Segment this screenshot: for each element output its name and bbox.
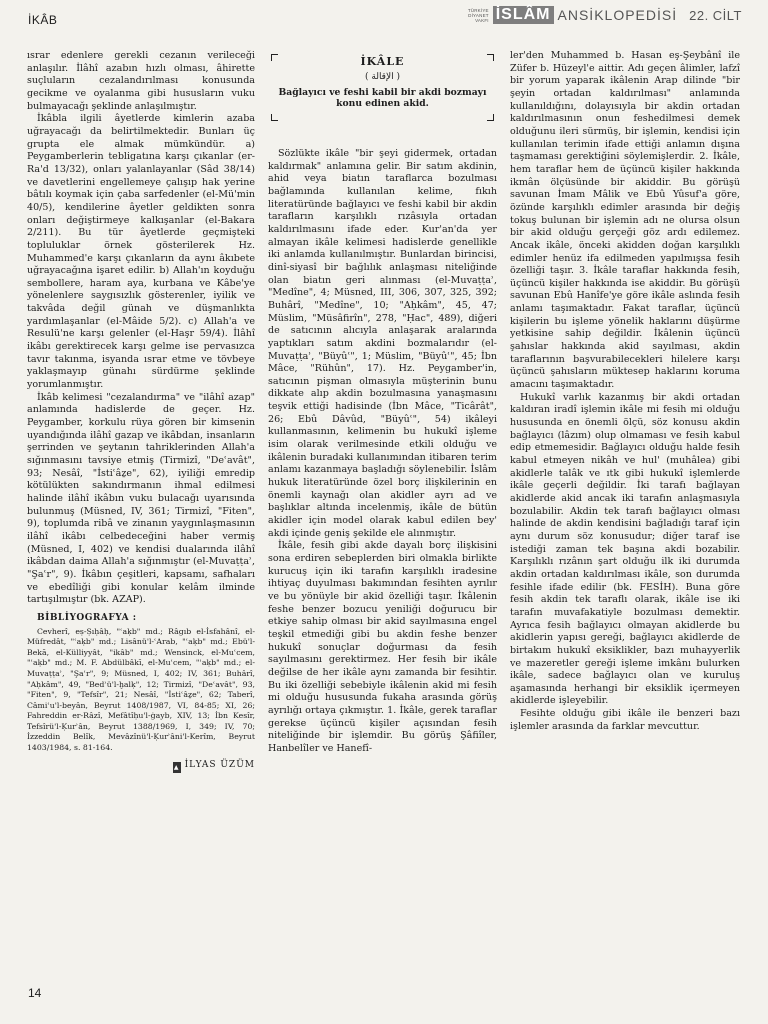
paragraph: İkâb kelimesi "cezalandırma" ve "ilâhî azap" anlamında hadislerde de geçer. Hz. Peygamber, korkulu rüya gören bir kimsenin uyandığında ilâhî gazap ve ikâbdan, insanların şerrinden ve şeytanın tahriklerinden Allah'a sığınmasını tavsiye etmiş (Tirmizî, "Deʿavât", 93; Nesâî, "İstiʿâẕe", 62), iyiliği emredip kötülükten sakındırmanın ihmal edilmesi halinde ilâhî ikâbın vuku bulacağı uyarısında bulunmuş (Müsned, IV, 361; Tirmizî, "Fiten", 9), toplumda ribâ ve zinanın yaygınlaşmasının ilâhî ikâbı celbedeceğini haber vermiş (Müsned, I, 402) ve kendisi dualarında ilâhî ikâbdan daima Allah'a sığınmıştır (el-Muvaṭṭaʾ, "Şaʿr", 9). İkâbın çeşitleri, kapsamı, safhaları ve ebedîliği gibi konular kelâm ilminde tartışılmıştır (bk. AZAP). (27, 391, 255, 606)
corner-mark-icon (271, 54, 278, 61)
paragraph: İkâle, fesih gibi akde dayalı borç ilişkisini sona erdiren sebeplerden biri olmakla birlikte kurucuş için iki tarafın karşılıklı iradesine ihtiyaç duyulması bakımından fesihten ayrılır ve bu yönüyle bir akid özelliği taşır. İkâlenin feshe benzer bozucu yeniliği doğurucu bir etkiye sahip olması bir akid sayılmasına engel teşkil etmediği gibi bu akdin feshe benzer hukukî sonuçlar doğurması da fesih sayılmasını gerektirmez. Her fesih bir ikâle değilse de her ikâle aynı zamanda bir fesihtir. Bu iki özelliği sebebiyle ikâlenin akid mi fesih mi olduğu hususunda fukaha arasında görüş ayrılığı ortaya çıkmıştır. 1. İkâle, gerek taraflar gerekse üçüncü kişiler açısından fesih niteliğinde bir işlemdir. Bu görüş Şâfiîler, Hanbelîler ve Hanefî- (268, 540, 497, 754)
volume-label: 22. CİLT (689, 7, 742, 23)
entry-headword: İKÂLE (360, 55, 405, 68)
publisher-label: TÜRKİYE DİYANET VAKFI (467, 7, 489, 23)
brand-islam: İSLÂM (493, 6, 554, 24)
column-1 (27, 50, 255, 965)
paragraph: Sözlükte ikâle "bir şeyi gidermek, ortadan kaldırmak" anlamına gelir. Bir satım akdinin, ahid veya biatın taraflarca bozulması bağlamında kullanılan kelime, fıkıh literatüründe bağlayıcı ve feshi kabil bir akdin tarafların karşılıklı rızâsıyla ortadan kaldırılmasını ifade eder. Kur'an'da yer almayan ikâle kelimesi hadislerde genellikle iki anlamda kullanılmıştır. Bunlardan birincisi, dinî-siyasî bir bağlılık anlaşması niteliğinde olan biatın geri alınması (el-Muvaṭṭaʾ, "Medîne", 4; Müsned, III, 306, 307, 325, 392; Buhârî, "Medîne", 10; "Aḥkâm", 45, 47; Müslim, "Müsâfirîn", 278, "Ḥac", 489), diğeri de satıcının alıcıyla anlaşarak aralarında yaptıkları satım akdini bozmalarıdır (el-Muvaṭṭaʾ, "Büyûʿ", 1; Müslim, "Büyûʿ", 45; İbn Mâce, "Rühûn", 17). Hz. Peygamber'in, satıcının pişman olmasıyla müşterinin bunu dikkate alıp akdin bozulmasına yanaşmasını teşvik ettiği hadisinde (İbn Mâce, "Ticârât", 26; Ebû Dâvûd, "Büyûʿ", 54) ikâleyi kullanmasının, kelimenin bu hukukî işleme isim olarak verilmesinde etkili olduğu ve ikâlenin buradaki kullanımından itibaren terim anlamı kazanmaya başladığı söylenebilir. İslâm hukuk literatüründe özel borç ilişkilerinin en önemli kaynağı olan akidler ayrı ad ve başlıklar altında incelenmiş, ikâle de bütün akidler için model olarak kabul edilen bey' akdi içinde geniş şekilde ele alınmıştır. (268, 148, 497, 539)
page-header (28, 6, 742, 30)
paragraph: ısrar edenlere gerekli cezanın verileceği anlaşılır. İlâhî azabın hızlı olması, âhirette suçluların cezalandırılması konusunda gecikme ve oyalanma gibi hususların vuku bulmayacağı şeklinde anlaşılmıştır. (27, 50, 255, 112)
entry-title-box (268, 50, 497, 142)
bibliography-title: BİBLİYOGRAFYA : (37, 612, 137, 623)
corner-mark-icon (487, 54, 494, 61)
author-signature: ▲ İLYAS ÜZÜM (173, 759, 255, 771)
column-2 (268, 50, 497, 965)
author-marker-icon: ▲ (173, 763, 180, 771)
column-3 (510, 50, 740, 965)
brand-title: ANSİKLOPEDİSİ (557, 7, 678, 23)
paragraph: İkâbla ilgili âyetlerde kimlerin azaba uğrayacağı da belirtilmektedir. Bunları üç grupta ele almak mümkündür. a) Peygamberlerin tebligatına karşı çıkanlar (er-Ra'd 13/32), onları yalanlayanlar (Sâd 38/14) ve davetlerini engellemeye çalışıp hak yerine bâtılı koymak için çaba sarfedenler (el-Mü'min 40/5), kendilerine âyetler geldikten sonra onları değiştirmeye kalkışanlar (el-Bakara 2/211). Bu tür âyetlerde geçmişteki topluluklar örnek gösterilerek Hz. Muhammed'e karşı çıkanların da aynı âkıbete uğrayacağına işaret edilir. b) Allah'ın koyduğu sembollere, haram aya, kurbana ve Kâbe'ye yönelenlere saygısızlık gösterenler, iyilik ve takvâda değil günah ve düşmanlıkta yardımlaşanlar (el-Mâide 5/2). c) Allah'a ve Resulü'ne karşı gelenler (el-Haşr 59/4). İlâhî ikâbı gerektirecek karşı gelme ise pervasızca tavır takınma, isyanda ısrar etme ve tövbeye yaklaşmayıp günahı sürdürme şeklinde yorumlanmıştır. (27, 113, 255, 391)
paragraph: ler'den Muhammed b. Hasan eş-Şeybânî ile Züfer b. Hüzeyl'e aittir. Adı geçen âlimler, lafzî bir yorum yaparak ikâlenin Arap dilinde "bir şeyin ortadan kaldırılması" anlamında kullanıldığını, dolayısıyla bir akdin ortadan kaldırılmasının onun feshedilmesi demek olduğunu ileri sürmüş, bir işlemin, kendisi için kullanılan terimin ifade ettiği anlamın dışına taşmaması gerektiğini söylemişlerdir. 2. İkâle, hem taraflar hem de üçüncü kişiler hakkında ikmân ölçüsünde bir akiddir. Bu görüşü savunan İmam Mâlik ve Ebû Yûsuf'a göre, özünde karşılıklı edimler arasında bir değiş tokuş bulunan bir işlemin adı ne olursa olsun bir akid olduğu gerçeği göz ardı edilemez. Ancak ikâle, önceki akidden doğan karşılıklı edimler henüz ifa edilmeden yapılmışsa fesih özelliği taşır. 3. İkâle taraflar hakkında fesih, üçüncü kişiler hakkında ise akiddir. Bu görüşü savunan Ebû Hanîfe'ye göre ikâle aslında fesih anlamı taşımaktadır. Fakat taraflar, üçüncü kişilerin bu işleme yönelik haklarını düşürme yetkisine sahip değildir. İkâlenin üçüncü şahıslar hakkında akid sayılması, akdin taraflarının başvurabilecekleri hilelere karşı üçüncü şahısların müktesep haklarını koruma amacını taşımaktadır. (510, 50, 740, 391)
corner-mark-icon (271, 114, 278, 121)
entry-subtitle: Bağlayıcı ve feshi kabil bir akdi bozmayı konu edinen akid. (278, 87, 487, 110)
entry-arabic: ( الإقالة ) (365, 71, 400, 82)
paragraph: Fesihte olduğu gibi ikâle ile benzeri bazı işlemler arasında da farklar mevcuttur. (510, 708, 740, 732)
corner-mark-icon (487, 114, 494, 121)
masthead (468, 6, 742, 24)
bibliography: Cevherî, eṣ-Ṣıḥâḥ, "ʿaḳb" md.; Râgıb el-İsfahânî, el-Müfredât, "ʿaḳb" md.; Lisânü'l-ʿArab, "ʿaḳb" md.; Ebü'l-Bekā, el-Külliyyât, "ikâb" md.; Wensinck, el-Muʿcem, "ʿaḳb" md.; M. F. Abdülbâkī, el-Muʿcem, "ʿaḳb" md.; el-Muvaṭṭaʾ, "Şaʿr", 9; Müsned, I, 402; IV, 361; Buhârî, "Aḥkâm", 49, "Bedʾü'l-ḫalḳ", 12; Tirmizî, "Deʿavât", 93, "Fiten", 9, "Tefsîr", 21; Nesâî, "İstiʿâẕe", 62; Taberî, Câmiʿu'l-beyân, Beyrut 1408/1987, VI, 84-85; XI, 26; Fahreddin er-Râzî, Mefâtîḥu'l-ġayb, XIV, 13; İbn Kesîr, Tefsîrü'l-Ḳurʾân, Beyrut 1388/1969, I, 349; IV, 70; İzzeddin Belîk, Mevâzînü'l-Ḳurʾâni'l-Kerîm, Beyrut 1403/1984, s. 81-164. (27, 626, 255, 753)
running-head-section: İKÂB (28, 13, 58, 27)
page-number: 14 (28, 986, 42, 1000)
paragraph: Hukukî varlık kazanmış bir akdi ortadan kaldıran iradî işlemin ikâle mi fesih mi olduğu hususunda en önemli ölçü, söz konusu akdin bağlayıcı (lâzım) olup olmaması ve fesih kabul edip etmemesidir. Bağlayıcı olduğu halde fesih kabul etmeyen nikâh ve hul' (muhâlea) gibi akidlerle talâk ve ıtk gibi hukukî işlemlerde ikâle geçerli değildir. İki tarafı bağlayan akidlerde akid ancak iki tarafın anlaşmasıyla bozulabilir. Akdin tek tarafı bağlayıcı olması halinde de akdin kendisini bağladığı taraf için aynı durum söz konusudur; diğer taraf ise istediği zaman tek başına akdi bozabilir. Karşılıklı rızânın şart olduğu ilk iki durumda akdin ortadan kaldırılması ikâle, son durumda fesihle ifade edilir (bk. FESİH). Buna göre fesih akdin tek taraflı olarak, ikâle ise iki tarafın muvafakatiyle bozulması demektir. Ayrıca fesih bağlayıcı olmayan akidlerde bu akidlerin yapısı gereği, bağlayıcı akidlerde de birtakım hukukî eksiklikler, bazı muhayyerlik ve mazeretler gereği işleme imkânı bulurken ikâle, sadece bağlayıcı olan ve kuruluş aşamasında herhangi bir eksiklik içermeyen akidlerde işleyebilir. (510, 391, 740, 707)
